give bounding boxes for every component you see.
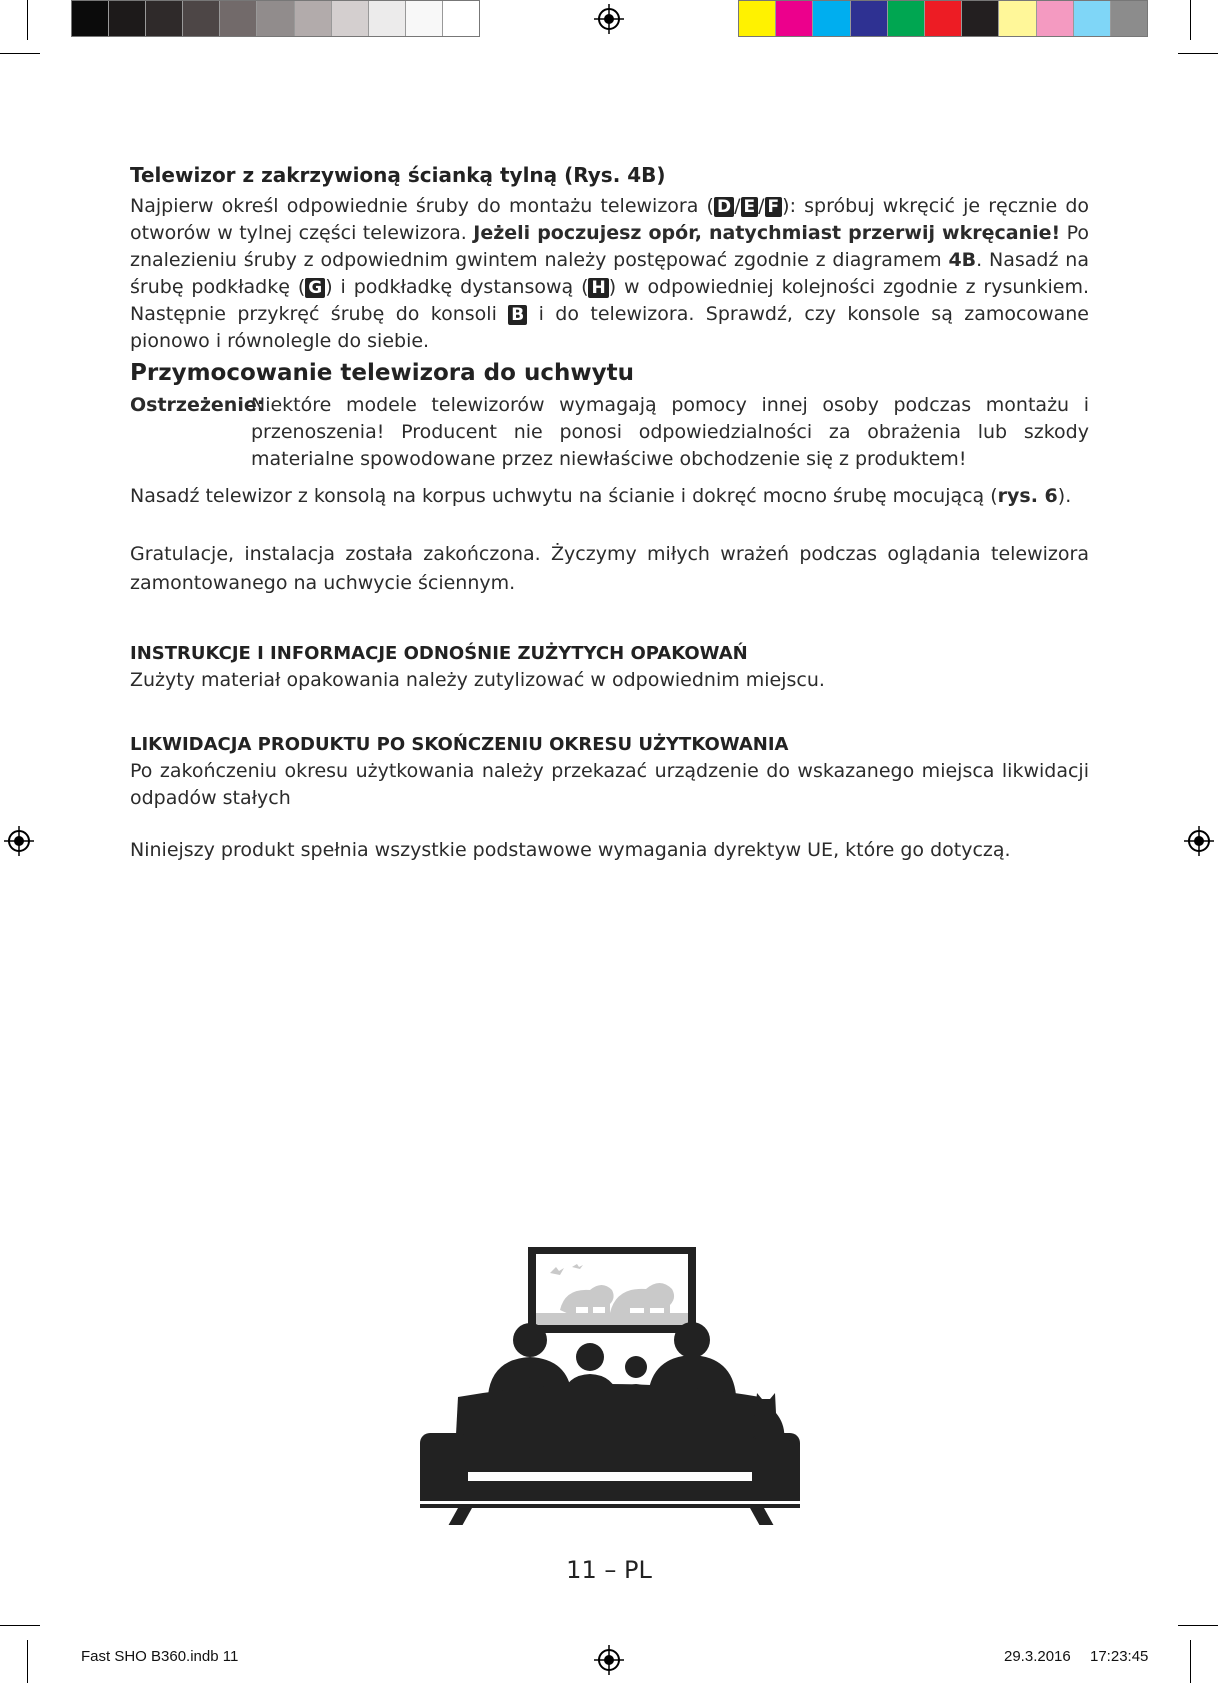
text: ). [1057, 485, 1072, 507]
section-disposal [130, 731, 1089, 864]
warning-text: Niektóre modele telewizorów wymagają pomocy innej osoby podczas montażu i przenoszenia! Producent nie ponosi odpowiedzialności za obrażenia lub szkody materialne spowodowane przez niewłaściwe obchodzenie się z produktem! [251, 394, 1089, 470]
figure-ref: rys. 6 [997, 485, 1058, 507]
separator: / [734, 195, 741, 217]
text: . Nasadź na śrubę podkładkę ( [130, 249, 1089, 298]
section-title: INSTRUKCJE I INFORMACJE ODNOŚNIE ZUŻYTYCH OPAKOWAŃ [130, 643, 748, 664]
warning-label: Ostrzeżenie: [130, 394, 265, 416]
color-swatch [1037, 1, 1074, 36]
gray-swatch [369, 1, 406, 36]
crop-mark [0, 1625, 40, 1626]
color-swatch [776, 1, 813, 36]
text: ) w odpowiedniej kolejności zgodnie z rysunkiem. Następnie przykręć śrubę do konsoli [130, 276, 1089, 325]
crop-mark [27, 1640, 28, 1683]
crop-mark [1178, 53, 1218, 54]
paragraph-screw-instructions [130, 193, 1089, 355]
section-title: Telewizor z zakrzywioną ścianką tylną (Rys. 4B) [130, 163, 666, 187]
gray-swatch [220, 1, 257, 36]
registration-mark-icon [1184, 826, 1214, 856]
crop-mark [1190, 0, 1191, 40]
text: Najpierw określ odpowiednie śruby do montażu telewizora ( [130, 195, 714, 217]
color-swatch [1074, 1, 1111, 36]
paragraph-disposal: Po zakończeniu okresu użytkowania należy przekazać urządzenie do wskazanego miejsca likwidacji odpadów stałych [130, 760, 1089, 809]
footer-time: 17:23:45 [1090, 1648, 1149, 1665]
separator: / [758, 195, 765, 217]
part-label-e: E [741, 197, 759, 217]
gray-swatch [257, 1, 294, 36]
registration-mark-icon [4, 826, 34, 856]
section-curved-back-tv [130, 162, 1089, 355]
part-label-b: B [508, 305, 527, 325]
crop-mark [27, 0, 28, 40]
registration-mark-icon [594, 1645, 624, 1675]
crop-mark [1178, 1625, 1218, 1626]
color-swatch [851, 1, 888, 36]
gray-swatch [146, 1, 183, 36]
registration-mark-icon [594, 4, 624, 34]
color-swatch [962, 1, 999, 36]
gray-color-bar [71, 0, 480, 37]
family-watching-tv-illustration [410, 1245, 810, 1525]
text: i do telewizora. Sprawdź, czy konsole są zamocowane pionowo i równolegle do siebie. [130, 303, 1089, 352]
warning-block [130, 392, 1089, 473]
gray-swatch [443, 1, 479, 36]
paragraph-congratulations: Gratulacje, instalacja została zakończona. Życzymy miłych wrażeń podczas oglądania telewizora zamontowanego na uchwycie ściennym. [130, 543, 1089, 594]
part-label-d: D [714, 197, 734, 217]
crop-mark [0, 53, 40, 54]
paragraph-mount-tv [130, 483, 1089, 510]
diagram-ref: 4B [948, 249, 977, 271]
gray-swatch [332, 1, 369, 36]
gray-swatch [295, 1, 332, 36]
gray-swatch [183, 1, 220, 36]
part-label-h: H [588, 278, 608, 298]
color-swatch [1111, 1, 1147, 36]
text: ) i podkładkę dystansową ( [325, 276, 589, 298]
gray-swatch [406, 1, 443, 36]
page-number: 11 – PL [566, 1556, 652, 1584]
text: Po znalezieniu śruby z odpowiednim gwintem należy postępować zgodnie z diagramem [130, 222, 1089, 271]
crop-mark [1190, 1640, 1191, 1683]
section-attach-tv [130, 360, 1089, 598]
color-swatch [813, 1, 850, 36]
part-label-f: F [765, 197, 783, 217]
text: ): spróbuj wkręcić je ręcznie do otworów w tylnej części telewizora. [130, 195, 1090, 244]
gray-swatch [72, 1, 109, 36]
cmyk-color-bar [738, 0, 1148, 37]
part-label-g: G [305, 278, 325, 298]
color-swatch [739, 1, 776, 36]
section-title: Przymocowanie telewizora do uchwytu [130, 360, 634, 386]
section-packaging [130, 640, 1089, 694]
text: Nasadź telewizor z konsolą na korpus uchwytu na ścianie i dokręć mocno śrubę mocującą ( [130, 485, 998, 507]
section-title: LIKWIDACJA PRODUKTU PO SKOŃCZENIU OKRESU UŻYTKOWANIA [130, 734, 789, 755]
footer-date: 29.3.2016 [1004, 1648, 1071, 1665]
color-swatch [888, 1, 925, 36]
paragraph-eu-compliance: Niniejszy produkt spełnia wszystkie podstawowe wymagania dyrektyw UE, które go dotyczą. [130, 839, 1011, 861]
warning-text: Jeżeli poczujesz opór, natychmiast przerwij wkręcanie! [473, 222, 1061, 244]
paragraph-packaging: Zużyty materiał opakowania należy zutylizować w odpowiednim miejscu. [130, 669, 825, 691]
footer-filename: Fast SHO B360.indb 11 [81, 1648, 239, 1665]
color-swatch [925, 1, 962, 36]
color-swatch [999, 1, 1036, 36]
gray-swatch [109, 1, 146, 36]
